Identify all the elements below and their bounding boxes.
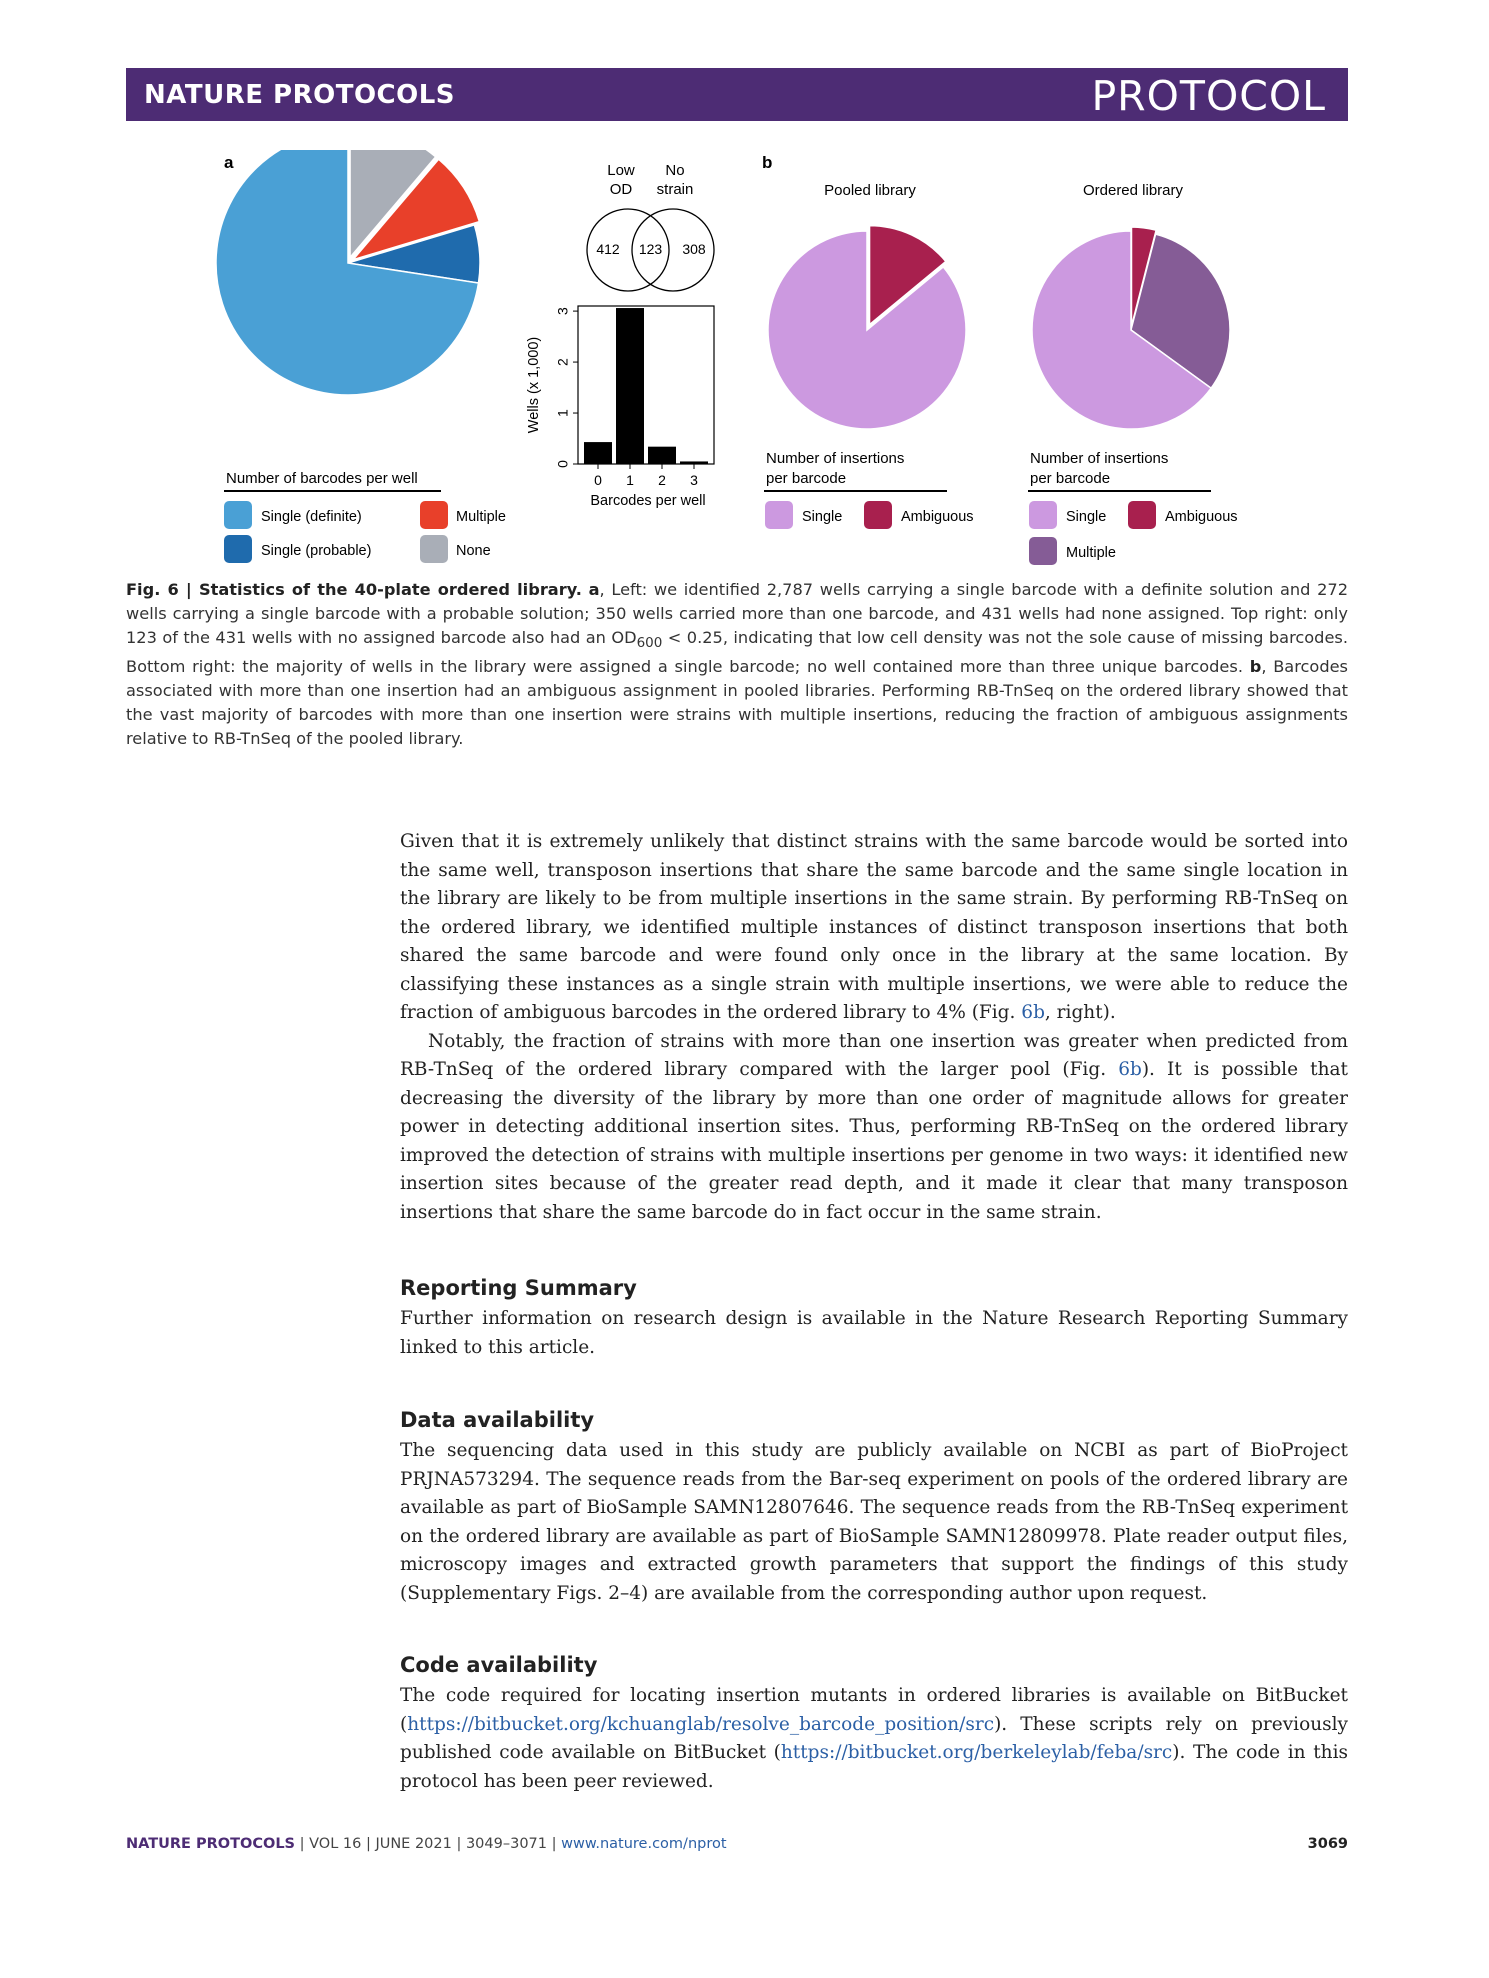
ordered-legend-title-2: per barcode [1030, 470, 1111, 487]
x-tick-label-3: 3 [690, 472, 698, 488]
legend-b-pooled [764, 450, 974, 529]
pooled-legend-title-1: Number of insertions [766, 450, 905, 467]
p1-text-b: , right). [1044, 1002, 1116, 1023]
data-text: The sequencing data used in this study are publicly available on NCBI as part of BioProject PRJNA573294. The sequence reads from the Bar-seq experiment on pools of the ordered library are available as part of BioSample SAMN12807646. The sequence reads from the RB-TnSeq experiment on the ordered library are available as part of BioSample SAMN12809978. Plate reader output files, microscopy images and extracted growth parameters that support the findings of this study (Supplementary Figs. 2–4) are available from the corresponding author upon request. [400, 1440, 1348, 1604]
paragraph-1 [400, 828, 1348, 1028]
venn-label-low: Low [607, 162, 635, 179]
legend-swatch-single-definite [224, 501, 252, 529]
section-label: PROTOCOL [1091, 72, 1326, 120]
bar-y-axis-label: Wells (x 1,000) [526, 336, 542, 434]
bar-0 [584, 442, 612, 464]
venn-overlap-count: 123 [638, 241, 663, 257]
y-tick-label-0: 0 [554, 460, 571, 468]
page-number: 3069 [1307, 1836, 1348, 1852]
pie-a-title: Number of barcodes per well [226, 470, 418, 487]
caption-a-letter: a [588, 580, 600, 599]
legend-swatch-pooled-single [765, 501, 793, 529]
figure-6 [126, 150, 1348, 570]
pie-barcodes-per-well [216, 150, 480, 395]
data-availability-text [400, 1437, 1348, 1608]
caption-a-text-1: , Left: we identified 2,787 wells carrying a single barcode with a definite solution and 272 wells carrying a single barcode with a probable solution; 350 wells carried more than one barcode, and 431 wells had none assigned. Top right: only 123 of the 431 wells with no assigned barcode also had an OD [126, 580, 1349, 647]
legend-swatch-ordered-single [1029, 501, 1057, 529]
code-text-c: ). The code in this protocol has been peer reviewed. [400, 1742, 1348, 1792]
reporting-summary-text [400, 1305, 1348, 1362]
caption-label: Fig. 6 | Statistics of the 40-plate ordered library. [126, 580, 582, 599]
x-tick-label-0: 0 [594, 472, 602, 488]
caption-a-text-2: < 0.25, indicating that low cell density was not the sole cause of missing barcodes. Bottom right: the majority of wells in the library were assigned a single barcode; no well contained more than three unique barcodes. [126, 628, 1348, 677]
code-availability-heading: Code availability [400, 1653, 598, 1677]
legend-label-single-definite: Single (definite) [261, 509, 362, 525]
bar-2 [648, 447, 676, 464]
caption-b-text: , Barcodes associated with more than one insertion had an ambiguous assignment in pooled libraries. Performing RB-TnSeq on the ordered library showed that the vast majority of barcodes with more than one insertion were strains with multiple insertions, reducing the fraction of ambiguous assignments relative to RB-TnSeq of the pooled library. [126, 657, 1348, 749]
journal-header [126, 68, 1348, 121]
ordered-title: Ordered library [1082, 182, 1184, 199]
bar-1 [616, 308, 644, 464]
pie-ordered-library [1032, 227, 1230, 429]
ordered-legend-title-1: Number of insertions [1030, 450, 1169, 467]
y-tick-label-3: 3 [554, 307, 571, 315]
legend-label-ordered-ambiguous: Ambiguous [1165, 509, 1238, 525]
code-availability-text [400, 1682, 1348, 1796]
legend-label-pooled-ambiguous: Ambiguous [901, 509, 974, 525]
caption-a-sub: 600 [636, 635, 663, 652]
venn-right-count: 308 [682, 241, 706, 257]
bar-chart-barcodes-per-well [526, 306, 714, 509]
figure-caption [126, 578, 1348, 751]
legend-label-multiple: Multiple [456, 509, 506, 525]
legend-swatch-none [420, 535, 448, 563]
paragraph-2 [400, 1028, 1348, 1228]
p2-text-b: ). It is possible that decreasing the diversity of the library by more than one order of magnitude allows for greater power in detecting additional insertion sites. Thus, performing RB-TnSeq on the ordered library improved the detection of strains with multiple insertions per genome in two ways: it identified new insertion sites because of the greater read depth, and it made it clear that many transposon insertions that share the same barcode do in fact occur in the same strain. [400, 1059, 1348, 1223]
legend-b-ordered [1028, 450, 1238, 565]
legend-swatch-ordered-multiple [1029, 537, 1057, 565]
bitbucket-link-2[interactable]: https://bitbucket.org/berkeleylab/feba/src [780, 1742, 1173, 1763]
legend-swatch-pooled-ambiguous [864, 501, 892, 529]
x-tick-label-2: 2 [658, 472, 666, 488]
venn-label-od: OD [609, 181, 633, 198]
body-paragraphs [400, 828, 1348, 1227]
bar-3 [680, 461, 708, 464]
y-tick-label-2: 2 [554, 358, 571, 366]
legend-label-none: None [456, 543, 491, 559]
x-tick-label-1: 1 [626, 472, 634, 488]
legend-swatch-ordered-ambiguous [1128, 501, 1156, 529]
legend-a [224, 501, 506, 563]
venn-diagram [587, 162, 714, 291]
legend-swatch-single-probable [224, 535, 252, 563]
footer-url[interactable]: www.nature.com/nprot [561, 1836, 727, 1852]
legend-label-single-probable: Single (probable) [261, 543, 372, 559]
panel-b-label: b [762, 153, 773, 172]
y-tick-label-1: 1 [554, 409, 571, 417]
code-text-a: The code required for locating insertion mutants in ordered libraries is available on BitBucket ( [400, 1685, 1348, 1735]
footer-journal: NATURE PROTOCOLS [126, 1836, 296, 1852]
fig-6b-ref-1[interactable]: 6b [1021, 1002, 1045, 1023]
footer-meta: | VOL 16 | JUNE 2021 | 3049–3071 | [295, 1836, 562, 1852]
reporting-text: Further information on research design is available in the Nature Research Reporting Summary linked to this article. [400, 1308, 1348, 1358]
journal-name: NATURE PROTOCOLS [144, 80, 456, 110]
code-paragraph [400, 1682, 1348, 1796]
venn-left-count: 412 [596, 241, 620, 257]
venn-label-no: No [665, 162, 685, 179]
page-footer [126, 1836, 1348, 1852]
data-availability-heading: Data availability [400, 1408, 595, 1432]
legend-label-ordered-multiple: Multiple [1066, 545, 1116, 561]
pooled-legend-title-2: per barcode [766, 470, 847, 487]
bar-chart-frame [578, 306, 714, 464]
panel-a-label: a [224, 153, 234, 172]
pooled-title: Pooled library [824, 182, 916, 199]
fig-6b-ref-2[interactable]: 6b [1118, 1059, 1142, 1080]
pie-pooled-library [768, 226, 966, 429]
legend-label-pooled-single: Single [802, 509, 843, 525]
legend-swatch-multiple [420, 501, 448, 529]
p2-text-a: Notably, the fraction of strains with more than one insertion was greater when predicted from RB-TnSeq of the ordered library compared with the larger pool (Fig. [400, 1030, 1348, 1080]
caption-b-letter: b [1249, 657, 1262, 677]
bitbucket-link-1[interactable]: https://bitbucket.org/kchuanglab/resolve_barcode_position/src [407, 1713, 995, 1735]
code-text-b: ). These scripts rely on previously published code available on BitBucket ( [400, 1713, 1348, 1763]
bar-x-axis-label: Barcodes per well [590, 493, 706, 509]
legend-label-ordered-single: Single [1066, 509, 1107, 525]
p1-text-a: Given that it is extremely unlikely that distinct strains with the same barcode would be sorted into the same well, transposon insertions that share the same barcode and the same single location in the library are likely to be from multiple insertions in the same strain. By performing RB-TnSeq on the ordered library, we identified multiple instances of distinct transposon insertions that both shared the same barcode and were found only once in the library at the same location. By classifying these instances as a single strain with multiple insertions, we were able to reduce the fraction of ambiguous barcodes in the ordered library to 4% (Fig. [400, 831, 1348, 1023]
venn-label-strain: strain [656, 181, 694, 198]
reporting-summary-heading: Reporting Summary [400, 1276, 637, 1300]
